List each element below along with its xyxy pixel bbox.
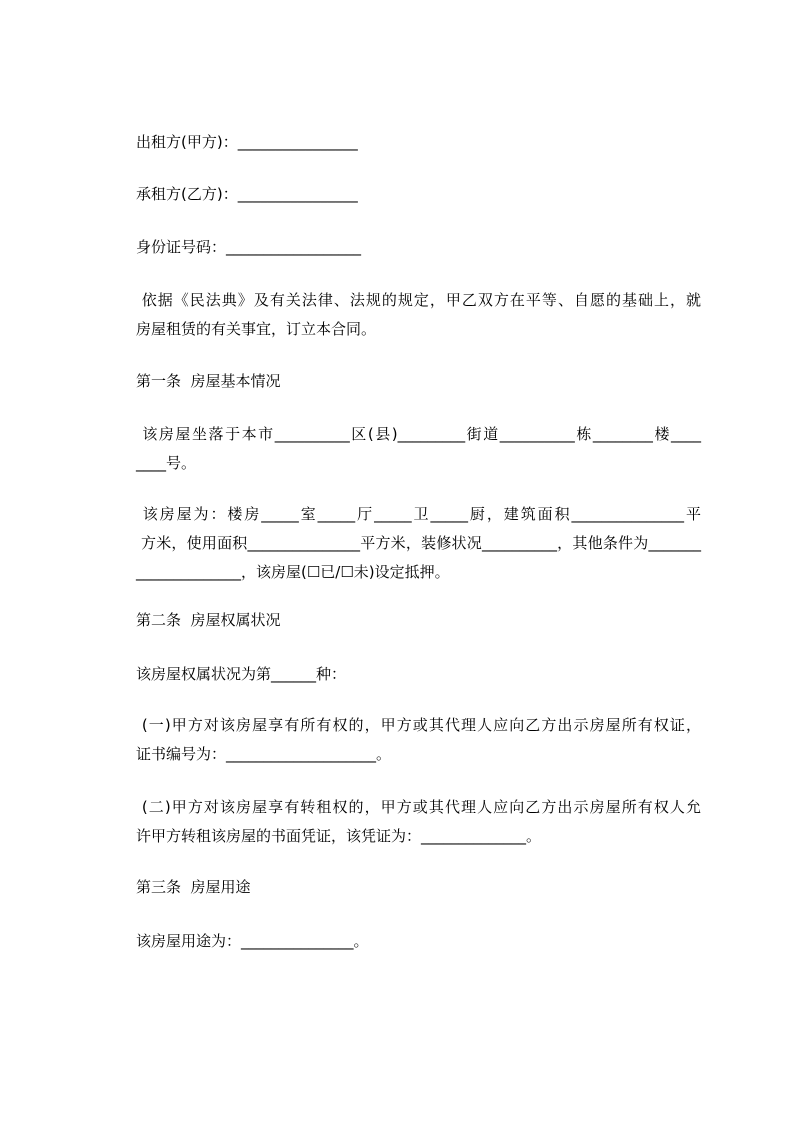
id-number-field: 身份证号码：__________________ (136, 238, 362, 256)
location-line-2: ____号。 (136, 454, 197, 472)
item-1-line-2: 证书编号为：____________________。 (136, 745, 392, 763)
preamble-paragraph (136, 286, 701, 344)
ownership-type-line: 该房屋权属状况为第______种： (136, 665, 347, 683)
article-1-location-paragraph (136, 420, 701, 478)
article-1-heading: 第一条 房屋基本情况 (136, 372, 281, 390)
item-2-line-2: 许甲方转租该房屋的书面凭证，该凭证为：______________。 (136, 827, 542, 845)
item-1-line-1: (一)甲方对该房屋享有所有权的，甲方或其代理人应向乙方出示房屋所有权证， (136, 716, 701, 734)
location-line-1: 该房屋坐落于本市__________区(县)_________街道__________栋________楼____ (136, 425, 701, 443)
preamble-line-1: 依据《民法典》及有关法律、法规的规定，甲乙双方在平等、自愿的基础上，就 (136, 291, 701, 309)
ownership-item-2-paragraph (136, 793, 701, 851)
lessor-field: 出租方(甲方)：________________ (136, 133, 358, 151)
item-2-line-1: (二)甲方对该房屋享有转租权的，甲方或其代理人应向乙方出示房屋所有权人允 (136, 798, 701, 816)
article-3-heading: 第三条 房屋用途 (136, 878, 251, 896)
usage-line: 该房屋用途为：_______________。 (136, 932, 369, 950)
details-line-3: ______________，该房屋(☐已/☐未)设定抵押。 (136, 563, 450, 581)
ownership-item-1-paragraph (136, 711, 701, 769)
article-1-details-paragraph (136, 500, 701, 587)
details-line-1: 该房屋为：楼房_____室_____厅_____卫_____厨，建筑面积_______________平 (136, 505, 701, 523)
details-line-2: 方米，使用面积_______________平方米，装修状况__________，其他条件为_______ (136, 534, 701, 552)
preamble-line-2: 房屋租赁的有关事宜，订立本合同。 (136, 320, 377, 338)
lessee-field: 承租方(乙方)：________________ (136, 185, 358, 203)
article-2-heading: 第二条 房屋权属状况 (136, 611, 281, 629)
